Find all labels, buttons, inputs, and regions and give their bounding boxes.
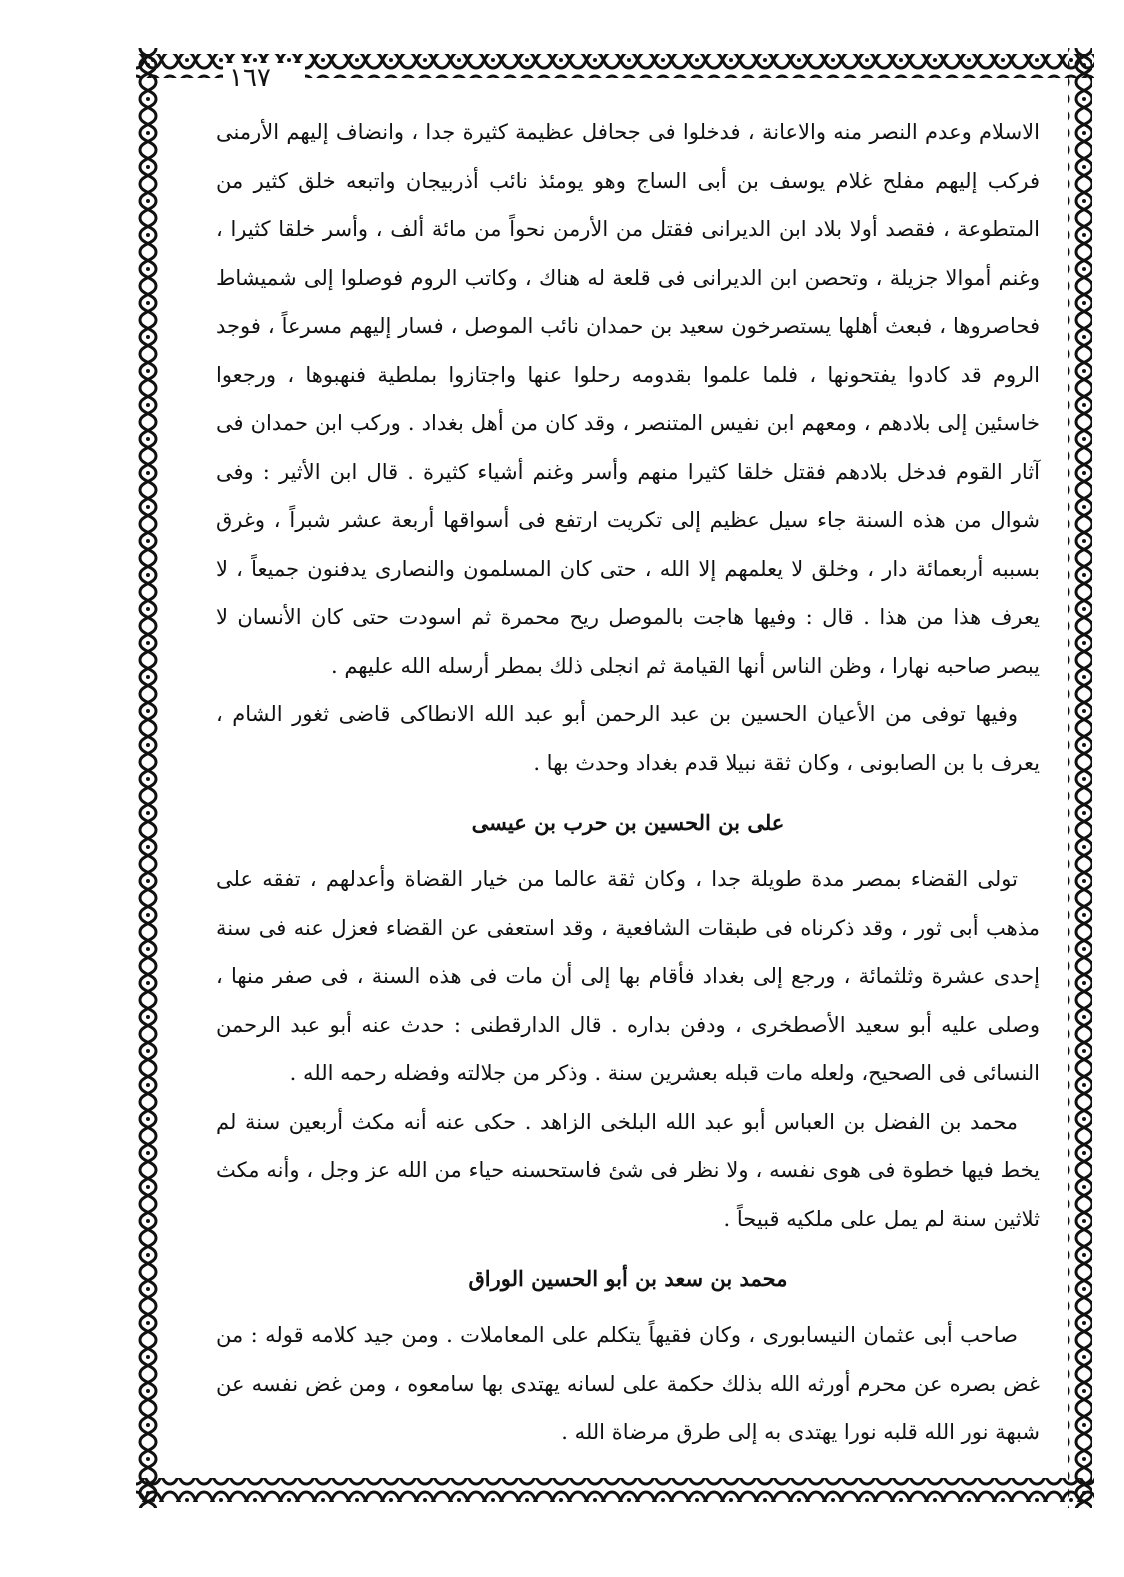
section-heading: محمد بن سعد بن أبو الحسين الوراق (468, 1266, 788, 1291)
page-number: ١٦٧ (223, 63, 305, 93)
body-paragraph: محمد بن الفضل بن العباس أبو عبد الله البلخى الزاهد . حكى عنه أنه مكث أربعين سنة لم يخط فيها خطوة فى هوى نفسه ، ولا نظر فى شئ فاستحسنه حياء من الله عز وجل ، وأنه مكث ثلاثين سنة لم يمل على ملكيه قبيحاً . (216, 1109, 1040, 1231)
section-heading: على بن الحسين بن حرب بن عيسى (471, 810, 785, 835)
page-body (216, 108, 1040, 1457)
body-paragraph: الاسلام وعدم النصر منه والاعانة ، فدخلوا فى جحافل عظيمة كثيرة جدا ، وانضاف إليهم الأرمنى فركب إليهم مفلح غلام يوسف بن أبى الساج وهو يومئذ نائب أذربيجان واتبعه خلق كثير من المتطوعة ، فقصد أولا بلاد ابن الديرانى فقتل من الأرمن نحواً من مائة ألف ، وأسر خلقا كثيرا ، وغنم أموالا جزيلة ، وتحصن ابن الديرانى فى قلعة له هناك ، وكاتب الروم فوصلوا إلى شميشاط فحاصروها ، فبعث أهلها يستصرخون سعيد بن حمدان نائب الموصل ، فسار إليهم مسرعاً ، فوجد الروم قد كادوا يفتحونها ، فلما علموا بقدومه رحلوا عنها واجتازوا بملطية فنهبوها ، ورجعوا خاسئين إلى بلادهم ، ومعهم ابن نفيس المتنصر ، وقد كان من أهل بغداد . وركب ابن حمدان فى آثار القوم فدخل بلادهم فقتل خلقا كثيرا منهم وأسر وغنم أشياء كثيرة . قال ابن الأثير : وفى شوال من هذه السنة جاء سيل عظيم إلى تكريت ارتفع فى أسواقها أربعة عشر شبراً ، وغرق بسببه أربعمائة دار ، وخلق لا يعلمهم إلا الله ، حتى كان المسلمون والنصارى يدفنون جميعاً ، لا يعرف هذا من هذا . قال : وفيها هاجت بالموصل ريح محمرة ثم اسودت حتى كان الأنسان لا يبصر صاحبه نهارا ، وظن الناس أنها القيامة ثم انجلى ذلك بمطر أرسله الله عليهم . (216, 120, 1040, 678)
body-paragraph: تولى القضاء بمصر مدة طويلة جدا ، وكان ثقة عالما من خيار القضاة وأعدلهم ، تفقه على مذهب أبى ثور ، وقد ذكرناه فى طبقات الشافعية ، وقد استعفى عن القضاء فعزل عنه فى سنة إحدى عشرة وثلثمائة ، ورجع إلى بغداد فأقام بها إلى أن مات فى هذه السنة ، فى صفر منها ، وصلى عليه أبو سعيد الأصطخرى ، ودفن بداره . قال الدارقطنى : حدث عنه أبو عبد الرحمن النسائى فى الصحيح، ولعله مات قبله بعشرين سنة . وذكر من جلالته وفضله رحمه الله . (216, 867, 1040, 1085)
body-paragraph: صاحب أبى عثمان النيسابورى ، وكان فقيهاً يتكلم على المعاملات . ومن جيد كلامه قوله : من غض بصره عن محرم أورثه الله بذلك حكمة على لسانه يهتدى بها سامعوه ، ومن غض نفسه عن شبهة نور الله قلبه نورا يهتدى به إلى طرق مرضاة الله . (216, 1323, 1040, 1444)
body-paragraph: وفيها توفى من الأعيان الحسين بن عبد الرحمن أبو عبد الله الانطاكى قاضى ثغور الشام ، يعرف با بن الصابونى ، وكان ثقة نبيلا قدم بغداد وحدث بها . (216, 702, 1040, 775)
